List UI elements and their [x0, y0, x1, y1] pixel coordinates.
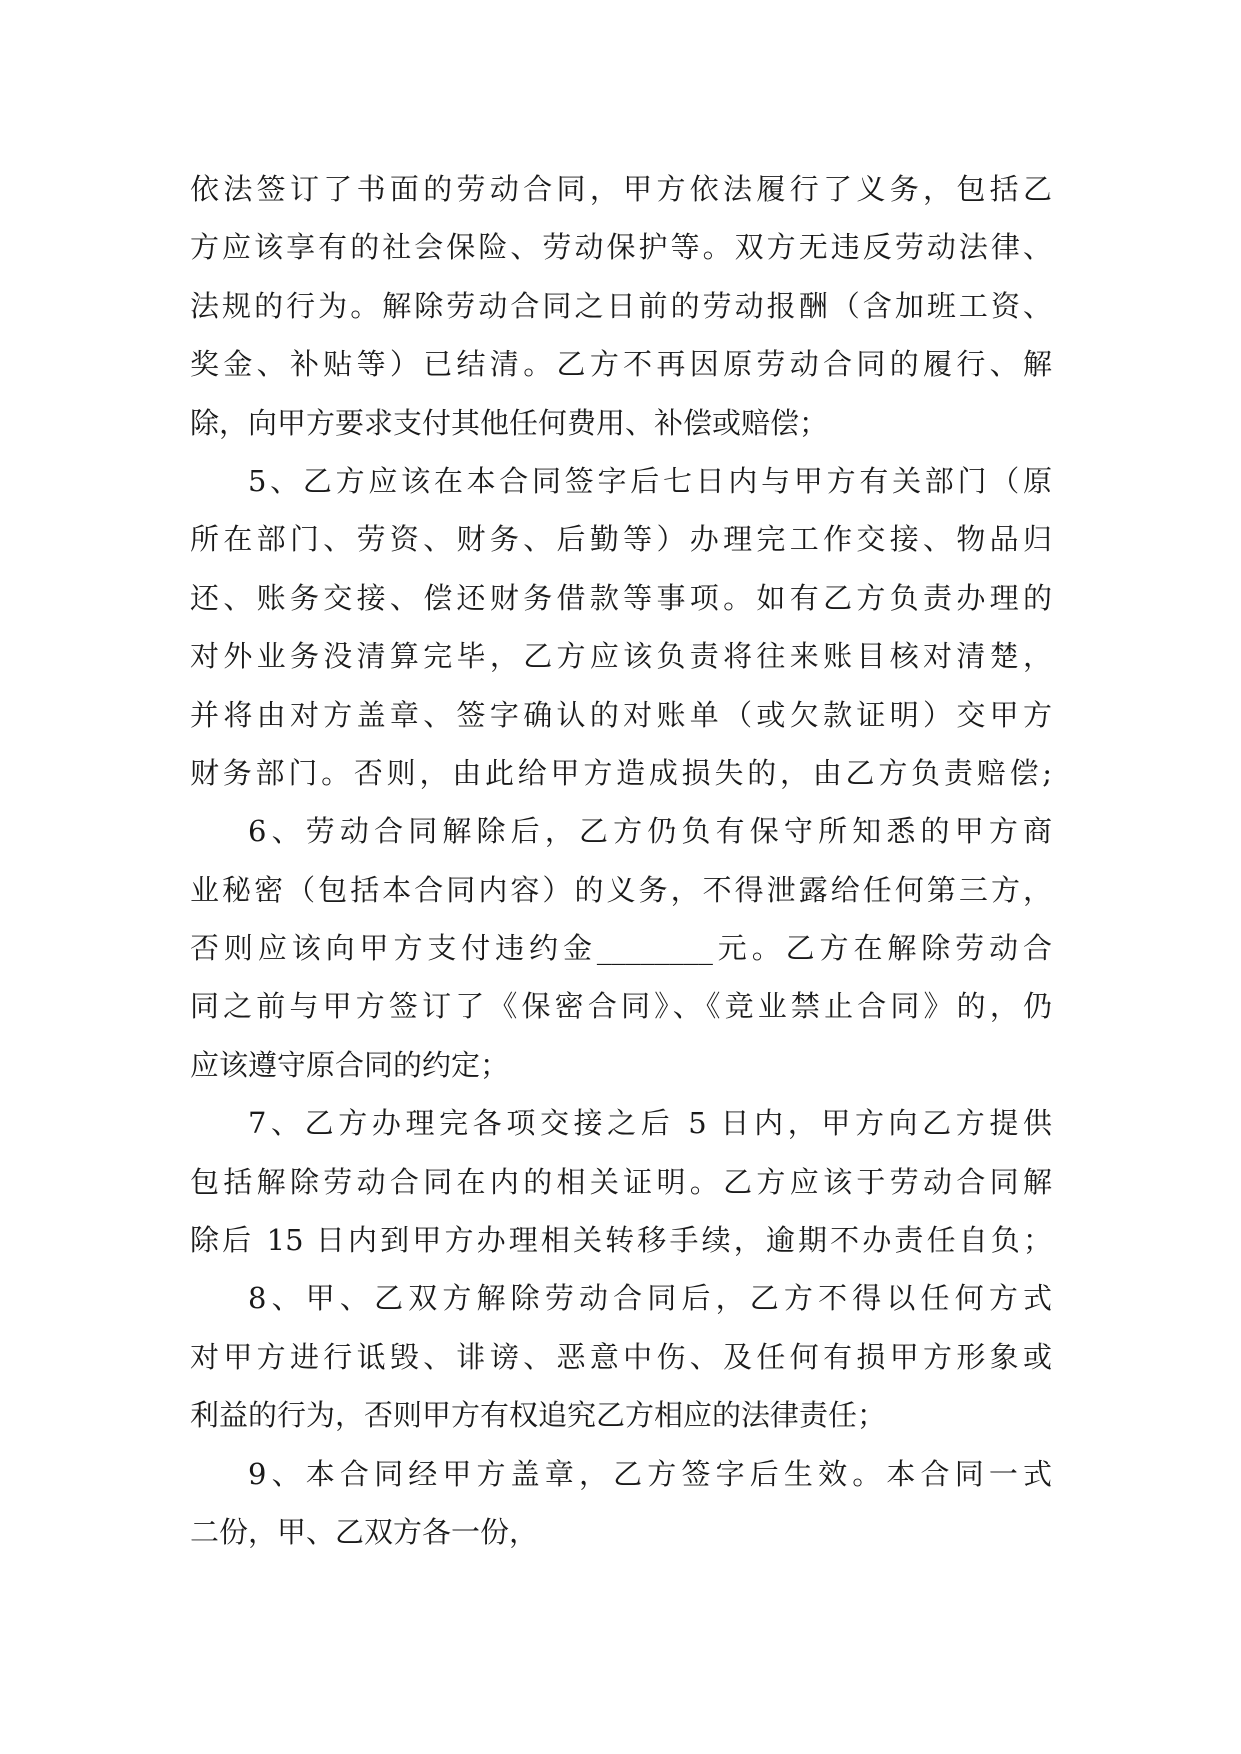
paragraph-8 — [190, 1269, 1052, 1444]
text-line: 所在部门、劳资、财务、后勤等）办理完工作交接、物品归 — [190, 522, 1052, 557]
text-line: 利益的行为，否则甲方有权追究乙方相应的法律责任； — [190, 1398, 887, 1433]
paragraph-6 — [190, 802, 1052, 1094]
text-line: 对外业务没清算完毕，乙方应该负责将往来账目核对清楚， — [190, 639, 1052, 674]
text-line: 否则应该向甲方支付违约金________元。乙方在解除劳动合 — [190, 931, 1052, 966]
text-line: 7、乙方办理完各项交接之后 5 日内，甲方向乙方提供 — [248, 1106, 1052, 1141]
text-line: 法规的行为。解除劳动合同之日前的劳动报酬（含加班工资、 — [190, 288, 1052, 323]
text-line: 8、甲、乙双方解除劳动合同后，乙方不得以任何方式 — [248, 1281, 1052, 1316]
text-line: 财务部门。否则，由此给甲方造成损失的，由乙方负责赔偿; — [190, 755, 1052, 790]
text-line: 包括解除劳动合同在内的相关证明。乙方应该于劳动合同解 — [190, 1164, 1052, 1199]
text-line: 依法签订了书面的劳动合同，甲方依法履行了义务，包括乙 — [190, 172, 1052, 206]
paragraph-4-continued — [190, 160, 1052, 452]
text-line: 除，向甲方要求支付其他任何费用、补偿或赔偿； — [190, 405, 829, 440]
text-line: 6、劳动合同解除后，乙方仍负有保守所知悉的甲方商 — [248, 814, 1052, 849]
text-line: 除后 15 日内到甲方办理相关转移手续，逾期不办责任自负； — [190, 1223, 1052, 1258]
text-line: 同之前与甲方签订了《保密合同》、《竞业禁止合同》的，仍 — [190, 989, 1052, 1024]
text-line: 二份，甲、乙双方各一份， — [190, 1514, 539, 1549]
text-line: 9、本合同经甲方盖章，乙方签字后生效。本合同一式 — [248, 1456, 1052, 1491]
document-body — [190, 160, 1052, 1561]
text-line: 业秘密（包括本合同内容）的义务，不得泄露给任何第三方， — [190, 872, 1052, 907]
text-line: 方应该享有的社会保险、劳动保护等。双方无违反劳动法律、 — [190, 230, 1052, 265]
paragraph-5 — [190, 452, 1052, 802]
text-line: 还、账务交接、偿还财务借款等事项。如有乙方负责办理的 — [190, 580, 1052, 615]
text-line: 奖金、补贴等）已结清。乙方不再因原劳动合同的履行、解 — [190, 347, 1052, 382]
text-line: 对甲方进行诋毁、诽谤、恶意中伤、及任何有损甲方形象或 — [190, 1339, 1052, 1374]
text-line: 5、乙方应该在本合同签字后七日内与甲方有关部门（原 — [248, 463, 1052, 498]
paragraph-9 — [190, 1445, 1052, 1562]
paragraph-7 — [190, 1094, 1052, 1269]
text-line: 应该遵守原合同的约定； — [190, 1047, 510, 1082]
text-line: 并将由对方盖章、签字确认的对账单（或欠款证明）交甲方 — [190, 697, 1052, 732]
